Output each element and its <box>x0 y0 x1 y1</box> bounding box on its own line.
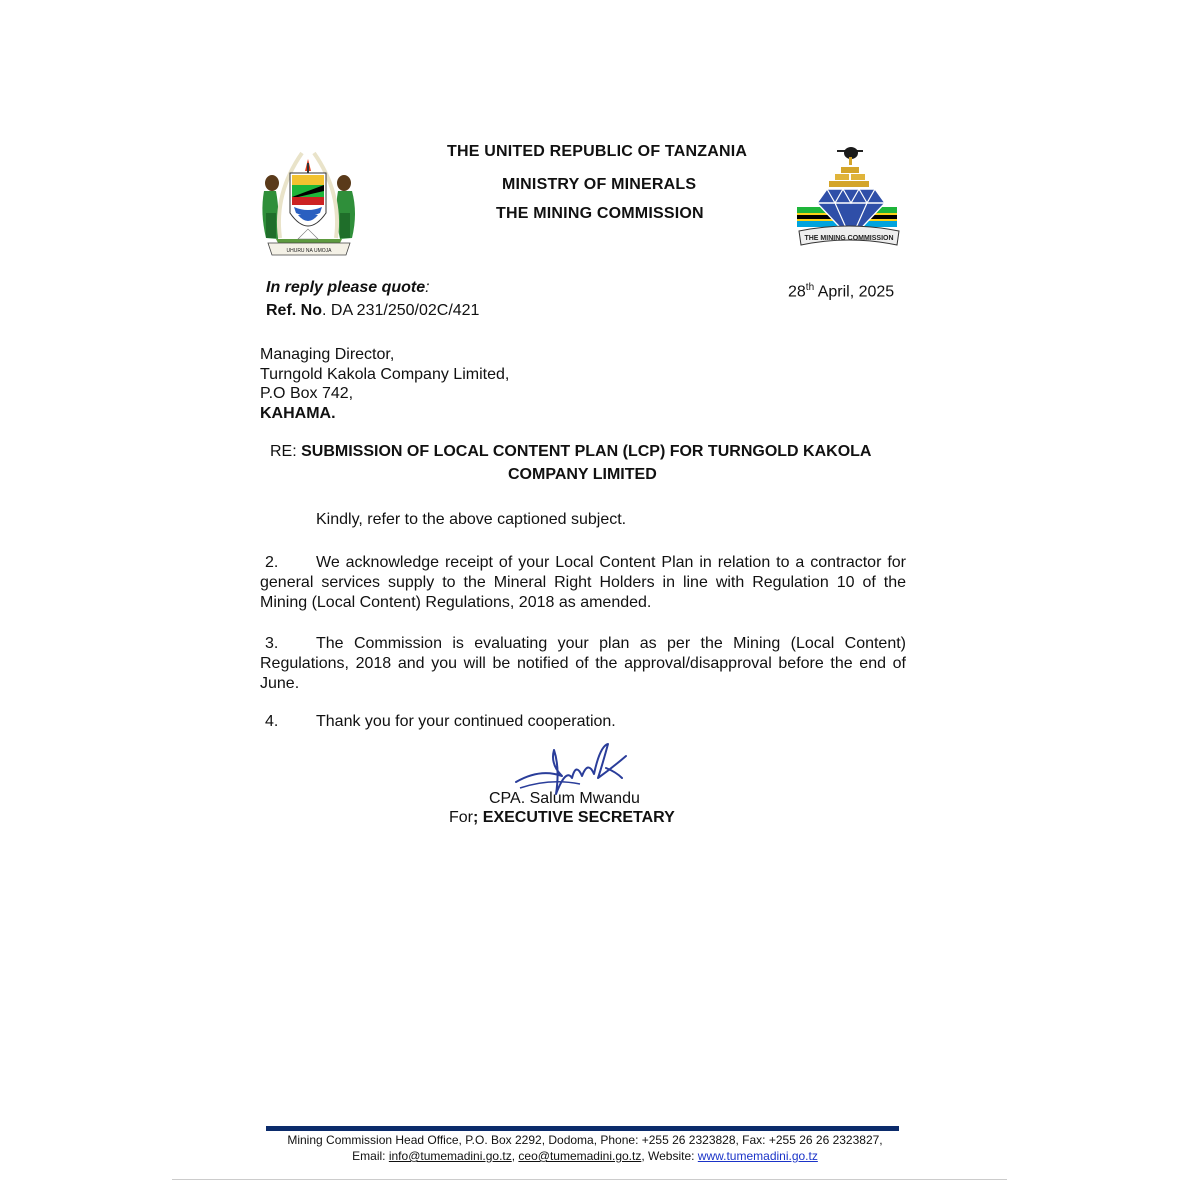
email-info-link[interactable]: info@tumemadini.go.tz <box>388 1149 512 1163</box>
ref-value: . DA 231/250/02C/421 <box>322 302 480 319</box>
paragraph-text: Thank you for your continued cooperation. <box>316 713 616 730</box>
recipient-line: Managing Director, <box>260 346 395 363</box>
email-label: Email: <box>352 1149 389 1163</box>
email-ceo-link[interactable]: ceo@tumemadini.go.tz <box>518 1149 642 1163</box>
date-rest: April, 2025 <box>814 283 895 301</box>
paragraph-number: 4. <box>265 713 279 730</box>
mining-commission-logo-text: THE MINING COMMISSION <box>804 235 894 242</box>
quote-label: In reply please quote <box>266 279 426 296</box>
subject-prefix: RE: <box>270 443 302 460</box>
subject-line-2: COMPANY LIMITED <box>508 466 657 483</box>
country-title: THE UNITED REPUBLIC OF TANZANIA <box>447 143 748 160</box>
date-day: 28 <box>788 283 806 301</box>
paragraph-text: We acknowledge receipt of your Local Content Plan in relation to a contractor for general services supply to the Mineral Right Holders in line with Regulation 10 of the Mining (Local Content) Regulations, 2018 as amended. <box>260 554 906 611</box>
email-separator: , <box>511 1149 519 1163</box>
commission-title: THE MINING COMMISSION <box>496 205 704 222</box>
recipient-city: KAHAMA. <box>260 404 336 422</box>
coat-of-arms-motto: UHURU NA UMOJA <box>286 248 332 254</box>
letter-date <box>788 278 894 302</box>
footer-contacts <box>240 1148 930 1164</box>
page-edge-line <box>172 1179 1007 1180</box>
quote-colon: : <box>425 279 430 296</box>
website-label: , Website: <box>641 1149 698 1163</box>
mining-commission-logo <box>793 141 905 253</box>
date-suffix: th <box>805 282 815 293</box>
subject-line <box>270 442 871 462</box>
recipient-line: Turngold Kakola Company Limited, <box>260 365 510 383</box>
website-link[interactable]: www.tumemadini.go.tz <box>697 1149 818 1163</box>
reply-quote-line <box>266 278 430 298</box>
executive-secretary: EXECUTIVE SECRETARY <box>482 809 675 826</box>
coat-of-arms-logo <box>258 143 360 259</box>
recipient-address <box>260 345 509 423</box>
ref-label: Ref. No <box>266 302 322 319</box>
paragraph-text: The Commission is evaluating your plan as per the Mining (Local Content) Regulations, 2018 and you will be notified of the approval/disapproval before the end of June. <box>260 635 906 692</box>
for-separator: ; <box>473 809 483 826</box>
ministry-title: MINISTRY OF MINERALS <box>502 176 697 193</box>
signatory-name: CPA. Salum Mwandu <box>489 790 640 807</box>
paragraph-number: 3. <box>265 635 279 652</box>
intro-paragraph: Kindly, refer to the above captioned subject. <box>316 511 627 528</box>
paragraph-2 <box>260 553 906 613</box>
footer-address: Mining Commission Head Office, P.O. Box 2292, Dodoma, Phone: +255 26 2323828, Fax: +255 26 26 2323827, <box>287 1133 883 1147</box>
paragraph-3 <box>260 634 906 694</box>
footer-divider <box>266 1126 899 1131</box>
ref-number-line <box>266 301 479 321</box>
paragraph-4 <box>260 712 906 732</box>
paragraph-number: 2. <box>265 554 279 571</box>
recipient-line: P.O Box 742, <box>260 385 354 402</box>
for-prefix: For <box>449 809 473 826</box>
subject-title: SUBMISSION OF LOCAL CONTENT PLAN (LCP) FOR TURNGOLD KAKOLA <box>301 443 872 460</box>
signatory-title <box>449 808 675 828</box>
